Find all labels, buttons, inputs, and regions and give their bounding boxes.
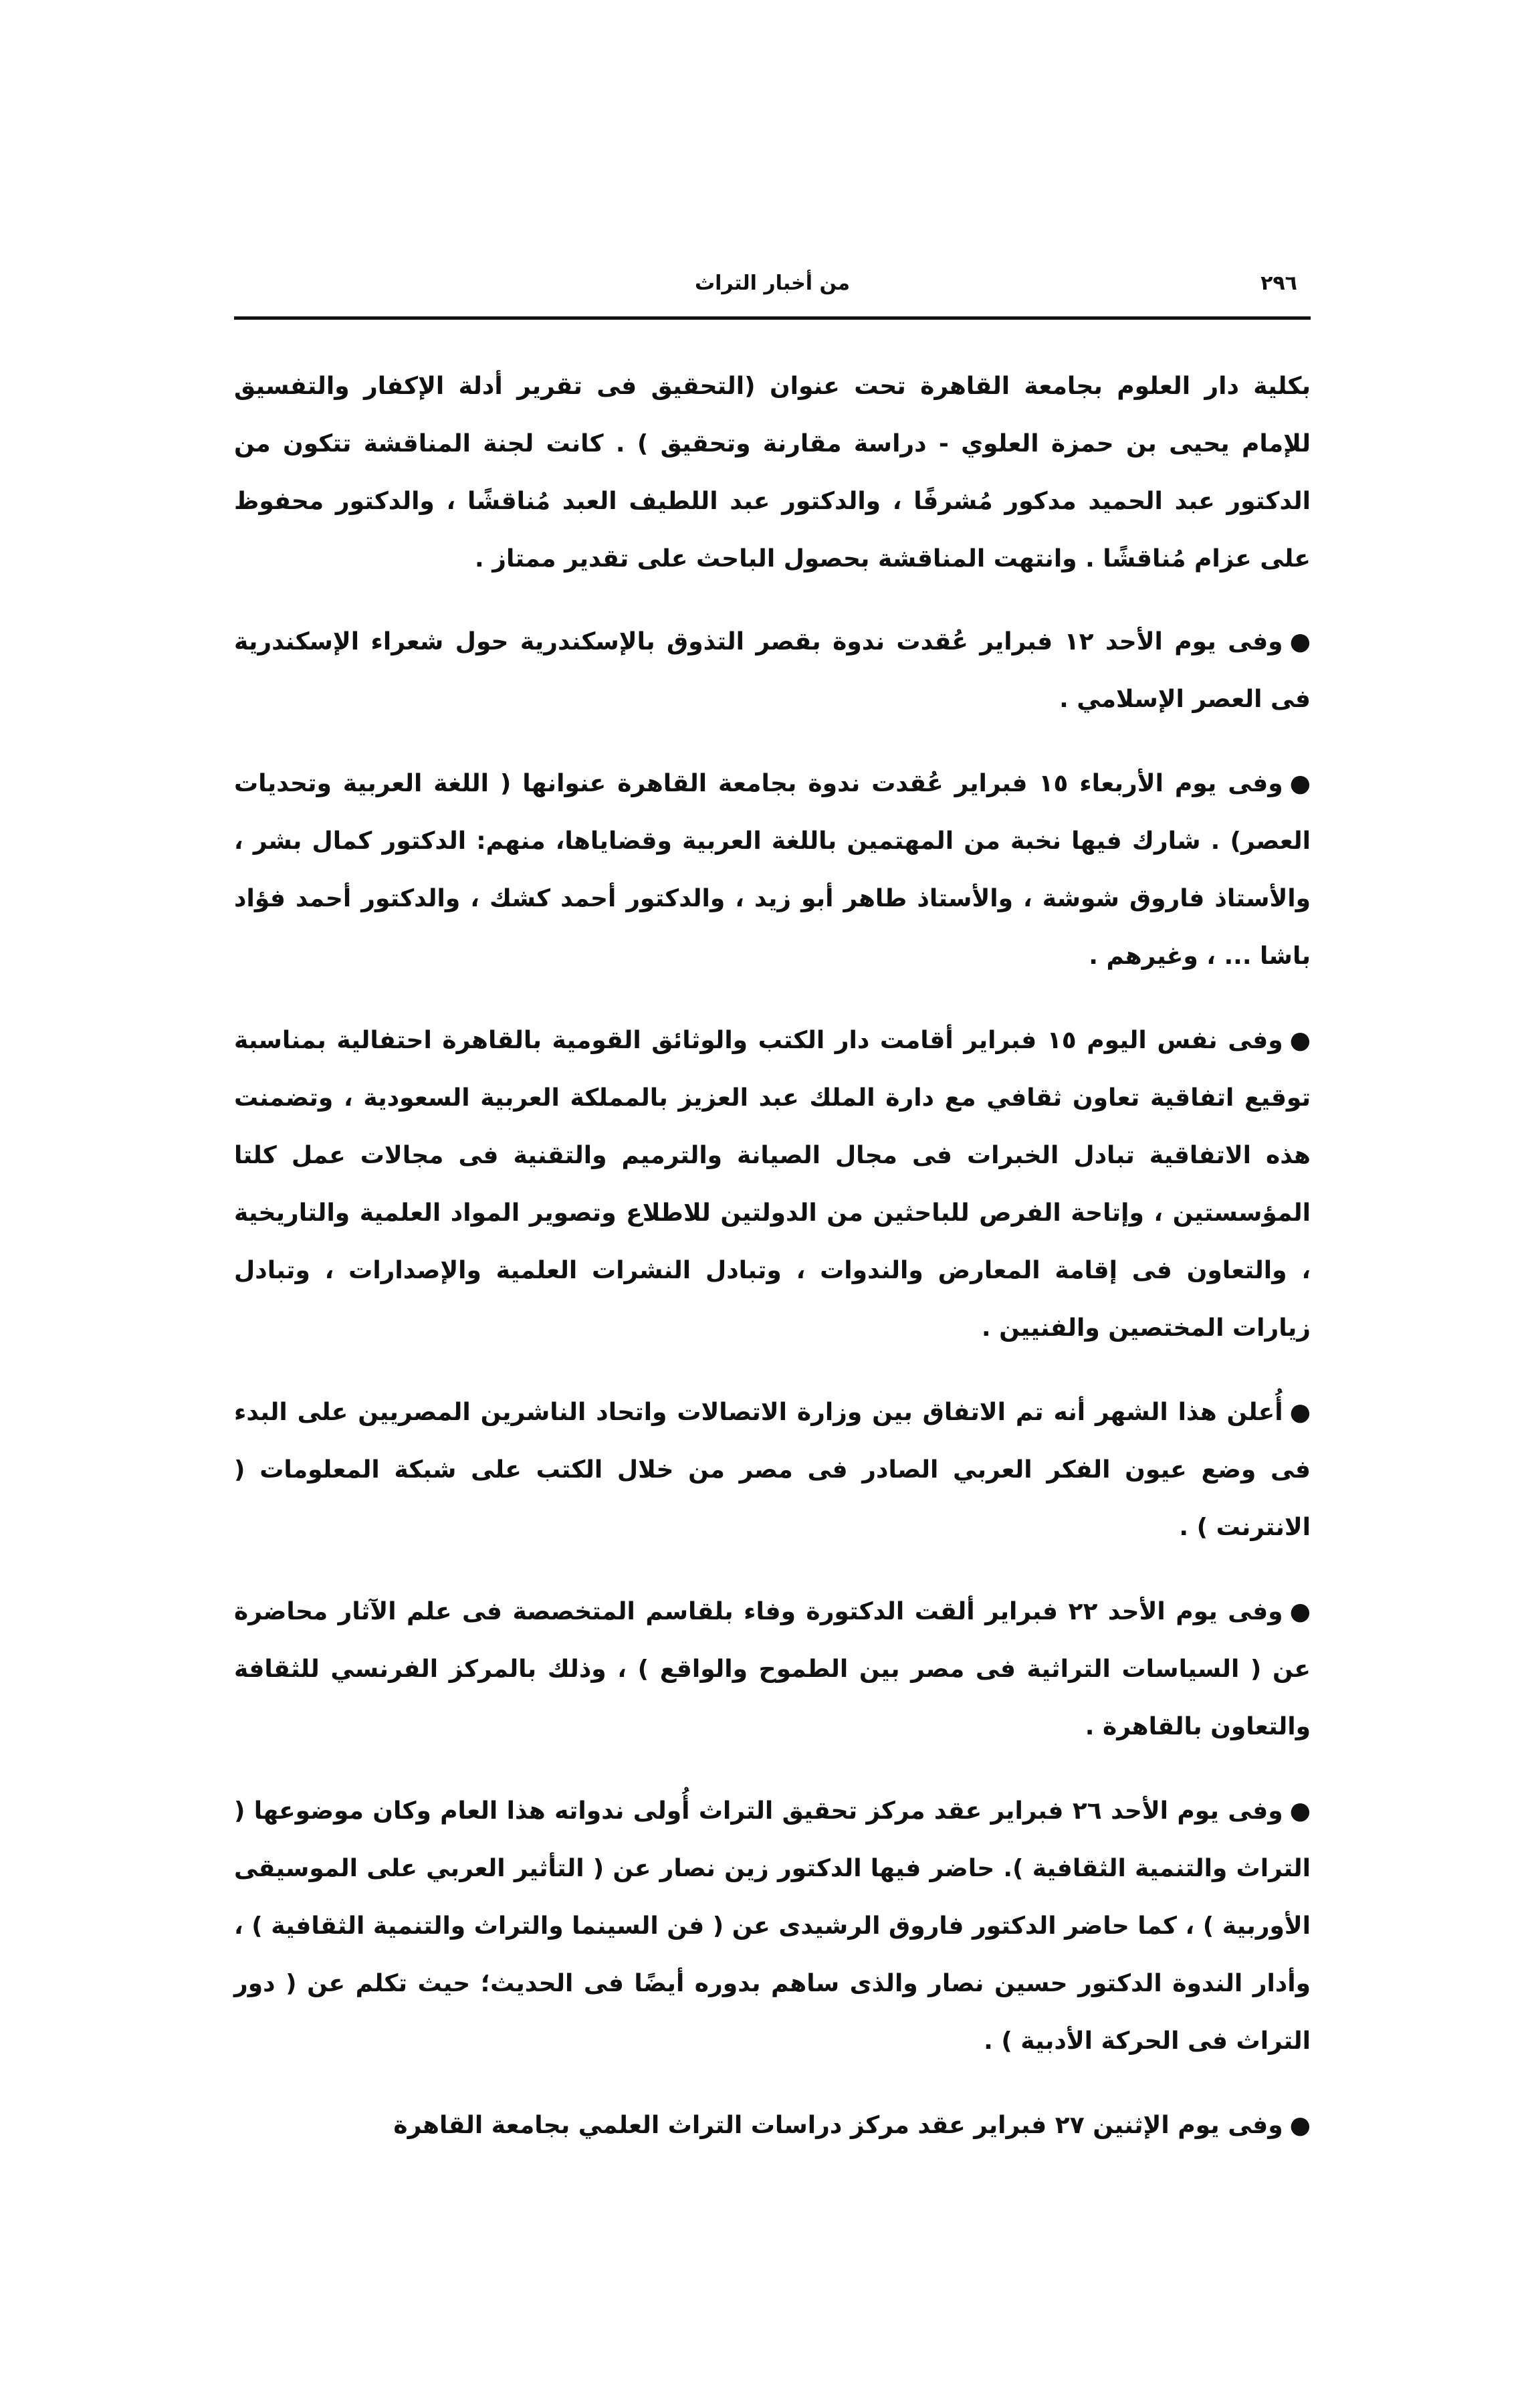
bullet-icon: ● [1289, 628, 1311, 656]
paragraph-text: وفى يوم الأربعاء ١٥ فبراير عُقدت ندوة بجامعة القاهرة عنوانها ( اللغة العربية وتحديات العصر) . شارك فيها نخبة من المهتمين باللغة العربية وقضاياها، منهم: الدكتور كمال بشر ، والأستاذ فاروق شوشة ، والأستاذ طاهر أبو زيد ، والدكتور أحمد كشك ، والدكتور أحمد فؤاد باشا ... ، وغيرهم . [234, 770, 1311, 970]
paragraph-text: وفى يوم الأحد ٢٦ فبراير عقد مركز تحقيق التراث أُولى ندواته هذا العام وكان موضوعها ( التراث والتنمية الثقافية ). حاضر فيها الدكتور زين نصار عن ( التأثير العربي على الموسيقى الأوربية ) ، كما حاضر الدكتور فاروق الرشيدى عن ( فن السينما والتراث والتنمية الثقافية ) ، وأدار الندوة الدكتور حسين نصار والذى ساهم بدوره أيضًا فى الحديث؛ حيث تكلم عن ( دور التراث فى الحركة الأدبية ) . [234, 1797, 1311, 2055]
bullet-icon: ● [1289, 1797, 1311, 1825]
bullet-icon: ● [1289, 770, 1311, 797]
paragraph-text: أُعلن هذا الشهر أنه تم الاتفاق بين وزارة الاتصالات واتحاد الناشرين المصريين على البدء فى وضع عيون الفكر العربي الصادر فى مصر من خلال الكتب على شبكة المعلومات ( الانترنت ) . [234, 1399, 1311, 1541]
page-header [234, 266, 1311, 320]
paragraph-7 [234, 1783, 1311, 2070]
paragraph-text: وفى يوم الأحد ١٢ فبراير عُقدت ندوة بقصر التذوق بالإسكندرية حول شعراء الإسكندرية فى العصر الإسلامي . [234, 628, 1311, 713]
bullet-icon: ● [1289, 1027, 1311, 1054]
paragraph-text: وفى يوم الإثنين ٢٧ فبراير عقد مركز دراسات التراث العلمي بجامعة القاهرة [393, 2112, 1283, 2139]
running-title: من أخبار التراث [694, 272, 851, 295]
paragraph-1 [234, 358, 1311, 588]
paragraph-text: وفى نفس اليوم ١٥ فبراير أقامت دار الكتب والوثائق القومية بالقاهرة احتفالية بمناسبة توقيع اتفاقية تعاون ثقافي مع دارة الملك عبد العزيز بالمملكة العربية السعودية ، وتضمنت هذه الاتفاقية تبادل الخبرات فى مجال الصيانة والترميم والتقنية فى مجالات عمل كلتا المؤسستين ، وإتاحة الفرص للباحثين من الدولتين للاطلاع وتصوير المواد العلمية والتاريخية ، والتعاون فى إقامة المعارض والندوات ، وتبادل النشرات العلمية والإصدارات ، وتبادل زيارات المختصين والفنيين . [234, 1027, 1311, 1342]
paragraph-text: بكلية دار العلوم بجامعة القاهرة تحت عنوان (التحقيق فى تقرير أدلة الإكفار والتفسيق للإمام يحيى بن حمزة العلوي - دراسة مقارنة وتحقيق ) . كانت لجنة المناقشة تتكون من الدكتور عبد الحميد مدكور مُشرفًا ، والدكتور عبد اللطيف العبد مُناقشًا ، والدكتور محفوظ على عزام مُناقشًا . وانتهت المناقشة بحصول الباحث على تقدير ممتاز . [234, 373, 1311, 573]
paragraph-3 [234, 755, 1311, 985]
paragraph-4 [234, 1012, 1311, 1357]
paragraph-2 [234, 613, 1311, 728]
paragraph-6 [234, 1583, 1311, 1756]
body-text [234, 358, 1311, 2181]
bullet-icon: ● [1289, 1399, 1311, 1426]
bullet-icon: ● [1289, 2112, 1311, 2139]
paragraph-text: وفى يوم الأحد ٢٢ فبراير ألقت الدكتورة وفاء بلقاسم المتخصصة فى علم الآثار محاضرة عن ( السياسات التراثية فى مصر بين الطموح والواقع ) ، وذلك بالمركز الفرنسي للثقافة والتعاون بالقاهرة . [234, 1598, 1311, 1740]
page-number: ٢٩٦ [1260, 272, 1297, 295]
header-rule [234, 316, 1311, 320]
paragraph-5 [234, 1384, 1311, 1557]
bullet-icon: ● [1289, 1598, 1311, 1625]
paragraph-8 [234, 2097, 1311, 2154]
